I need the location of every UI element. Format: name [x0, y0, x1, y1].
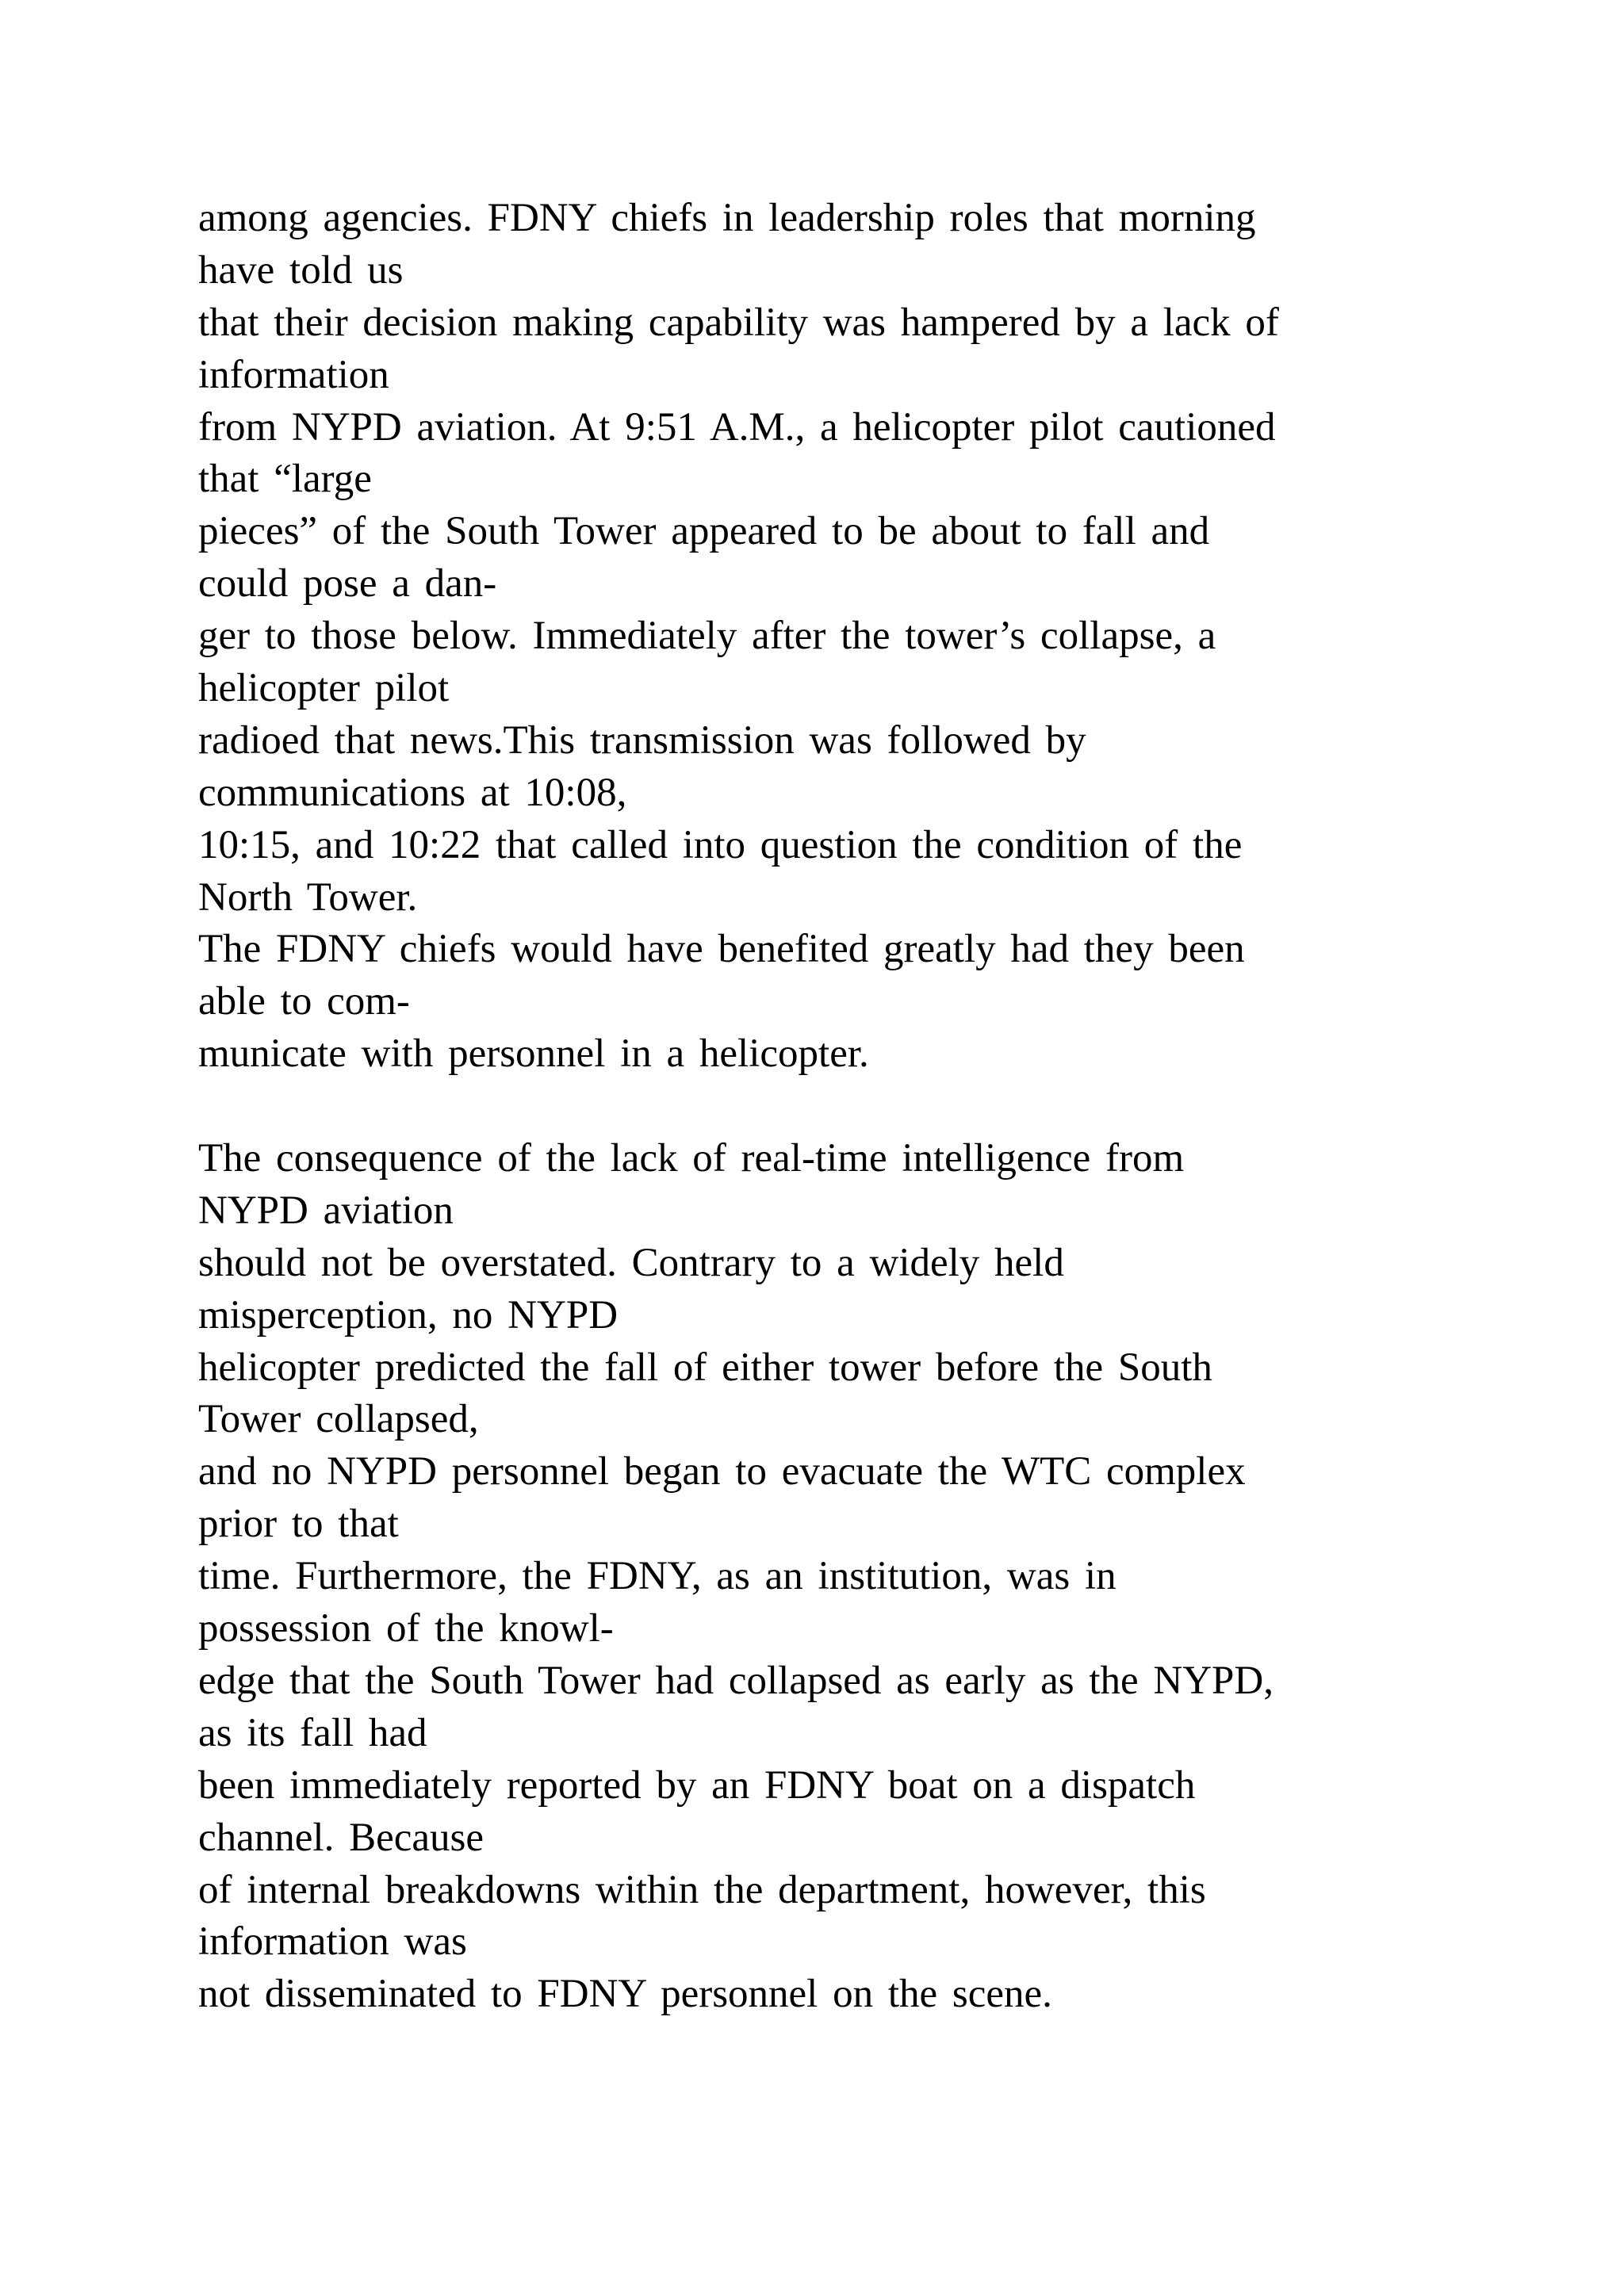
text-line: information was — [198, 1919, 467, 1965]
text-line: 10:15, and 10:22 that called into question the condition of the — [198, 822, 1243, 867]
text-line: ger to those below. Immediately after the tower’s collapse, a — [198, 614, 1216, 659]
text-line: and no NYPD personnel began to evacuate the WTC complex — [198, 1449, 1246, 1494]
text-line: helicopter predicted the fall of either tower before the South — [198, 1345, 1212, 1390]
text-line: radioed that news.This transmission was followed by — [198, 718, 1086, 763]
text-line: could pose a dan- — [198, 561, 497, 607]
text-line: edge that the South Tower had collapsed as early as the NYPD, — [198, 1658, 1274, 1703]
paragraph-2 — [198, 1133, 1546, 2021]
text-line: as its fall had — [198, 1710, 427, 1755]
text-line: able to com- — [198, 979, 410, 1024]
text-line: have told us — [198, 247, 404, 293]
text-line: from NYPD aviation. At 9:51 A.M., a helicopter pilot cautioned — [198, 404, 1276, 450]
text-line: municate with personnel in a helicopter. — [198, 1031, 869, 1077]
text-line: misperception, no NYPD — [198, 1292, 619, 1337]
text-line: not disseminated to FDNY personnel on the scene. — [198, 1972, 1052, 2017]
text-line: channel. Because — [198, 1815, 484, 1860]
text-line: that their decision making capability was hampered by a lack of — [198, 300, 1279, 345]
text-line: time. Furthermore, the FDNY, as an institution, was in — [198, 1554, 1116, 1599]
text-line: NYPD aviation — [198, 1188, 454, 1233]
text-line: that “large — [198, 457, 372, 502]
text-line: possession of the knowl- — [198, 1606, 614, 1651]
paragraph-break — [198, 1081, 1546, 1133]
text-line: among agencies. FDNY chiefs in leadership roles that morning — [198, 196, 1256, 240]
text-line: prior to that — [198, 1502, 399, 1547]
text-line: of internal breakdowns within the department, however, this — [198, 1867, 1206, 1912]
text-line: information — [198, 352, 389, 397]
text-line: The consequence of the lack of real-time intelligence from — [198, 1136, 1185, 1181]
text-line: Tower collapsed, — [198, 1397, 479, 1442]
text-line: been immediately reported by an FDNY boat on a dispatch — [198, 1762, 1196, 1808]
document-body — [198, 193, 1546, 2021]
text-line: The FDNY chiefs would have benefited greatly had they been — [198, 927, 1245, 972]
text-line: should not be overstated. Contrary to a widely held — [198, 1240, 1064, 1285]
text-line: helicopter pilot — [198, 666, 450, 711]
text-line: pieces” of the South Tower appeared to be about to fall and — [198, 509, 1210, 554]
paragraph-1 — [198, 193, 1546, 1081]
text-line: North Tower. — [198, 874, 418, 920]
text-line: communications at 10:08, — [198, 770, 627, 815]
